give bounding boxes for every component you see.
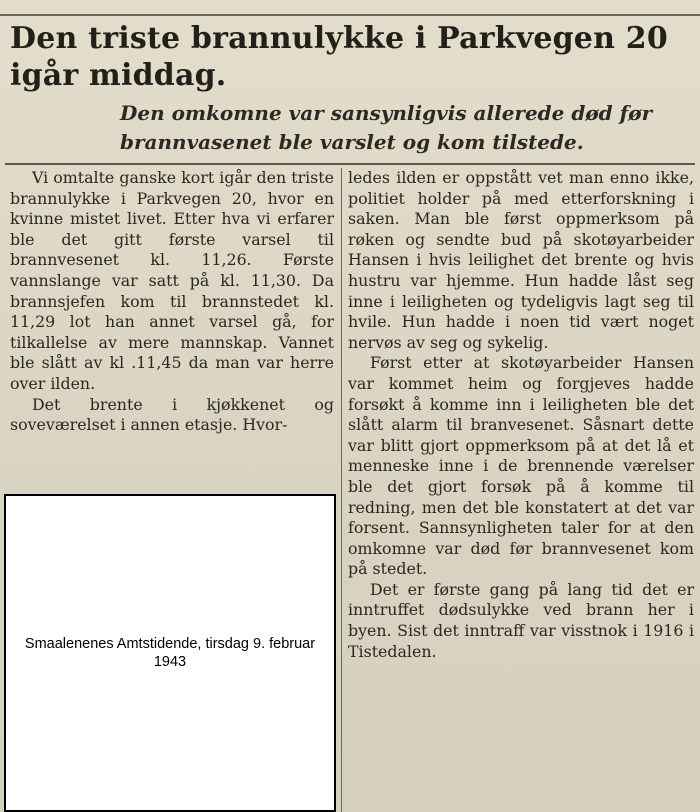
article-subheadline: Den omkomne var sansynligvis allerede død før brannvasenet ble varslet og kom tilstede. bbox=[120, 101, 653, 154]
right-paragraph-3: Det er første gang på lang tid det er inntruffet dødsulykke ved brann her i byen. Sist det inntraff var visstnok i 1916 i Tistedalen. bbox=[348, 579, 694, 661]
right-paragraph-2: Først etter at skotøyarbeider Hansen var kommet heim og forgjeves hadde forsøkt å komme inn i leiligheten ble det slått alarm til branvesenet. Såsnart dette var blitt gjort oppmerksom på at det lå et menneske inne i de brennende værelser ble det gjort forsøk på å komme til redning, men det ble konstatert at det var forsent. Sannsynligheten taler for at den omkomne var død før brannvesenet kom på stedet. bbox=[348, 353, 694, 579]
left-column bbox=[10, 168, 334, 436]
left-paragraph-2: Det brente i kjøkkenet og soveværelset i annen etasje. Hvor- bbox=[10, 394, 334, 435]
column-divider bbox=[341, 168, 342, 812]
top-rule bbox=[0, 14, 700, 16]
source-caption-box bbox=[4, 494, 336, 812]
left-paragraph-1: Vi omtalte ganske kort igår den triste brannulykke i Parkvegen 20, hvor en kvinne mistet livet. Etter hva vi erfarer ble det gitt første varsel til brannvesenet kl. 11,26. Første vannslange var satt på kl. 11,30. Da brannsjefen kom til brannstedet kl. 11,29 lot han annet varsel gå, for tilkallelse av mere mannskap. Vannet ble slått av kl .11,45 da man var herre over ilden. bbox=[10, 168, 334, 393]
right-paragraph-1: ledes ilden er oppstått vet man enno ikke, politiet holder på med etterforskning i saken. Man ble først oppmerksom på røken og sendte bud på skotøyarbeider Hansen i hvis leilighet det brente og hvis hustru var hjemme. Hun hadde låst seg inne i leiligheten og tydeligvis lagt seg til hvile. Hun hadde i noen tid vært noget nervøs av seg og sykelig. bbox=[348, 168, 694, 352]
header-rule bbox=[5, 163, 695, 165]
right-column bbox=[348, 168, 694, 662]
source-caption: Smaalenenes Amtstidende, tirsdag 9. februar 1943 bbox=[24, 636, 316, 670]
article-headline: Den triste brannulykke i Parkvegen 20 igår middag. bbox=[10, 21, 668, 93]
